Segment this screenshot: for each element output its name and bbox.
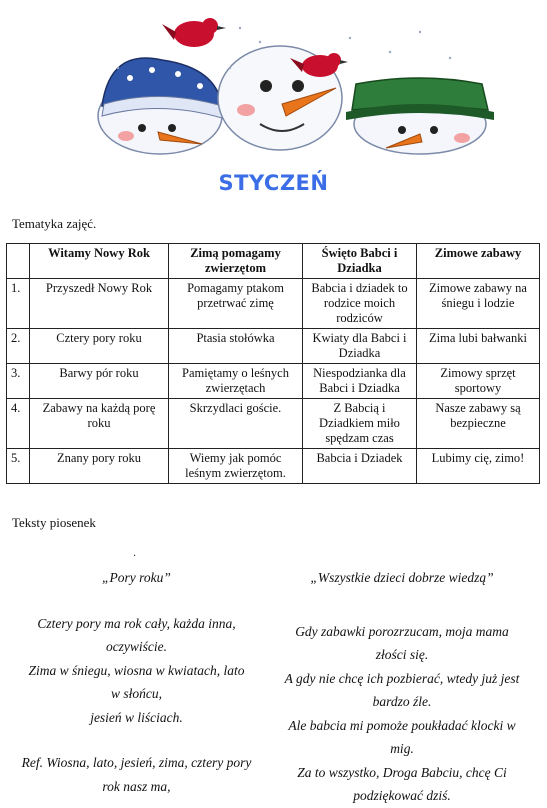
song-refrain-line: rok nasz ma, [102, 778, 171, 794]
song-refrain-line: Ref. Wiosna, lato, jesień, zima, cztery pory [21, 755, 252, 770]
song-line: bardzo źle. [372, 694, 432, 709]
month-title: STYCZEŃ [218, 171, 329, 195]
song-line: Gdy zabawki porozrzucam, moja mama [295, 623, 509, 639]
snowmen-illustration [90, 8, 500, 156]
table-row [7, 329, 540, 364]
row-number: 3. [7, 364, 30, 399]
column-header: Witamy Nowy Rok [30, 244, 169, 279]
song-title: „Pory roku” [102, 570, 171, 585]
table-cell: Babcia i Dziadek [303, 449, 417, 484]
song-line: w słońcu, [110, 686, 162, 701]
table-cell: Lubimy cię, zimo! [417, 449, 540, 484]
song-line: A gdy nie chcę ich pozbierać, wtedy już jest [284, 670, 520, 686]
row-number: 1. [7, 279, 30, 329]
song-line: Zima w śniegu, wiosna w kwiatach, lato [28, 662, 245, 678]
table-header-row [7, 244, 540, 279]
table-row [7, 399, 540, 449]
song-pory-roku [14, 566, 259, 798]
table-cell: Znany pory roku [30, 449, 169, 484]
table-cell: Niespodzianka dla Babci i Dziadka [303, 364, 417, 399]
table-cell: Kwiaty dla Babci i Dziadka [303, 329, 417, 364]
table-cell: Z Babcią i Dziadkiem miło spędzam czas [303, 399, 417, 449]
column-header: Święto Babci i Dziadka [303, 244, 417, 279]
song-line: Cztery pory ma rok cały, każda inna, [37, 615, 236, 631]
song-wszystkie-dzieci [282, 566, 522, 808]
table-cell: Pomagamy ptakom przetrwać zimę [169, 279, 303, 329]
table-cell: Babcia i dziadek to rodzice moich rodziców [303, 279, 417, 329]
song-line: złości się. [375, 647, 429, 662]
stray-dot: . [133, 548, 137, 559]
column-header: Zimowe zabawy [417, 244, 540, 279]
topics-label: Tematyka zajęć. [12, 216, 97, 231]
table-cell: Zima lubi bałwanki [417, 329, 540, 364]
table-cell: Zimowy sprzęt sportowy [417, 364, 540, 399]
table-cell: Nasze zabawy są bezpieczne [417, 399, 540, 449]
table-cell: Wiemy jak pomóc leśnym zwierzętom. [169, 449, 303, 484]
left-snowman [98, 58, 222, 154]
row-number: 2. [7, 329, 30, 364]
row-number: 5. [7, 449, 30, 484]
table-cell: Cztery pory roku [30, 329, 169, 364]
right-snowman [346, 78, 494, 154]
songs-label: Teksty piosenek [12, 515, 96, 530]
table-cell: Pamiętamy o leśnych zwierzętach [169, 364, 303, 399]
song-line: oczywiście. [105, 639, 168, 654]
song-line: Ale babcia mi pomoże poukładać klocki w [288, 717, 516, 733]
bird-icon [162, 18, 226, 47]
song-title: „Wszystkie dzieci dobrze wiedzą” [310, 570, 494, 585]
column-header: Zimą pomagamy zwierzętom [169, 244, 303, 279]
column-header [7, 244, 30, 279]
row-number: 4. [7, 399, 30, 449]
table-row [7, 449, 540, 484]
table-cell: Przyszedł Nowy Rok [30, 279, 169, 329]
table-cell: Barwy pór roku [30, 364, 169, 399]
table-row [7, 279, 540, 329]
table-row [7, 364, 540, 399]
table-cell: Zimowe zabawy na śniegu i lodzie [417, 279, 540, 329]
song-line: mig. [390, 741, 414, 756]
song-line: podziękować dziś. [353, 788, 451, 803]
song-line: Za to wszystko, Droga Babciu, chcę Ci [297, 764, 507, 780]
table-cell: Zabawy na każdą porę roku [30, 399, 169, 449]
table-cell: Ptasia stołówka [169, 329, 303, 364]
table-cell: Skrzydlaci goście. [169, 399, 303, 449]
topics-table [6, 243, 540, 484]
song-line: jesień w liściach. [90, 709, 183, 725]
